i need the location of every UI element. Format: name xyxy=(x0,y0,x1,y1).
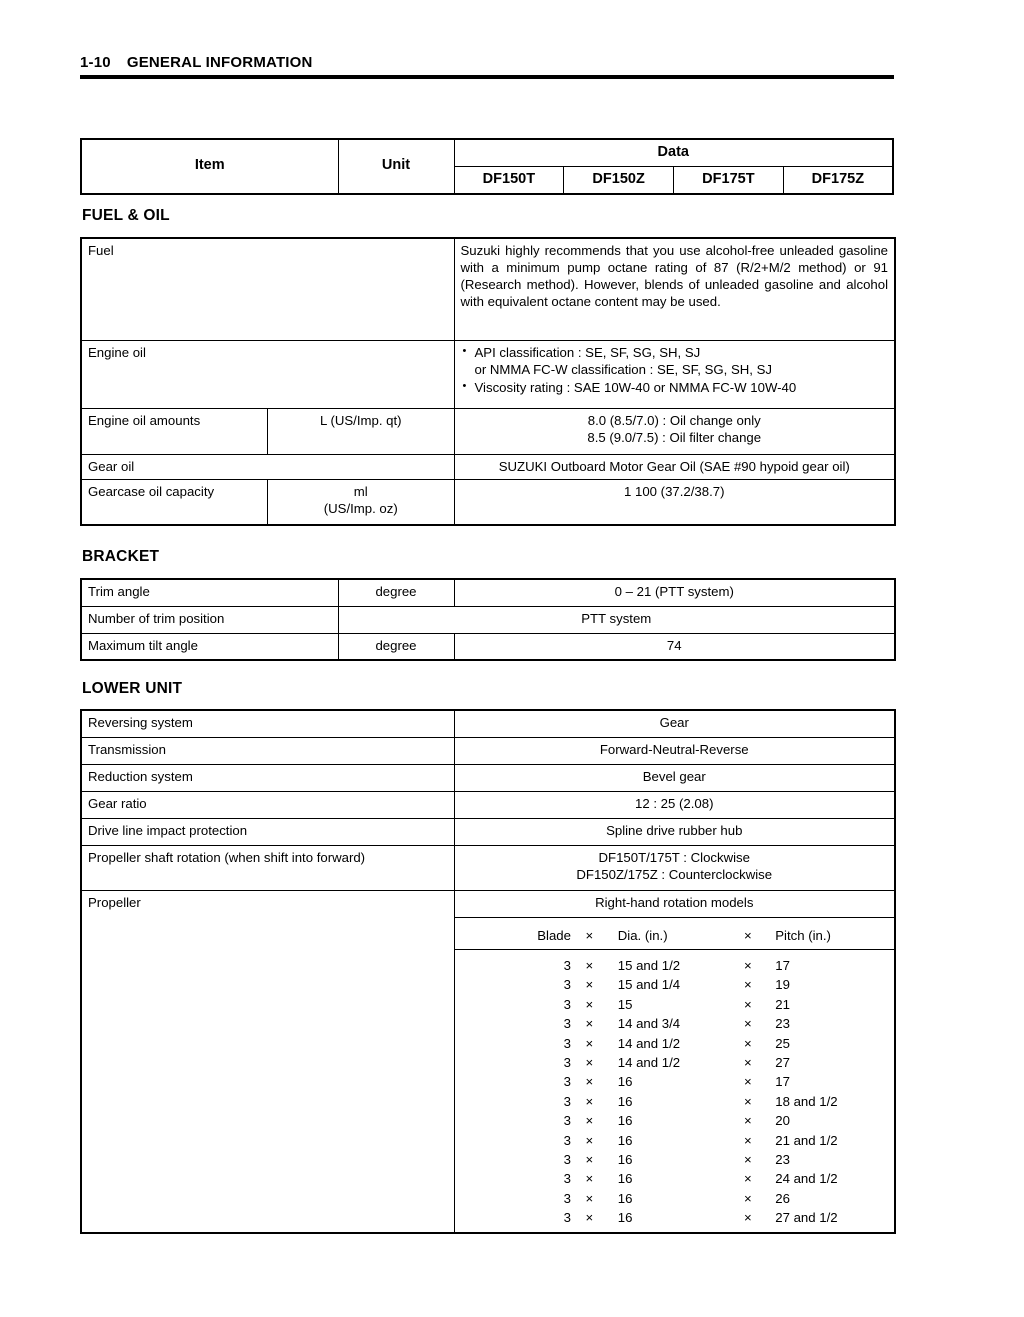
propeller-spec-mult1-icon: × xyxy=(585,996,594,1012)
propeller-spec-row xyxy=(461,1014,889,1033)
row-unit-gearcase-oil-capacity xyxy=(268,479,455,525)
propeller-spec-mult1-icon: × xyxy=(585,1210,594,1226)
row-label-maximum-tilt-angle: Maximum tilt angle xyxy=(81,633,338,660)
propeller-spec-blade: 3 xyxy=(563,1210,571,1226)
propeller-spec-pitch: 18 and 1/2 xyxy=(775,1093,838,1109)
propeller-spec-mult1-icon: × xyxy=(585,1054,594,1070)
propeller-spec-row xyxy=(461,975,889,994)
table-row-gearcase-oil-capacity xyxy=(81,479,895,525)
propeller-spec-dia: 16 xyxy=(617,1210,633,1226)
row-label-engine-oil-amounts: Engine oil amounts xyxy=(81,408,268,454)
propeller-spec-mult2-icon: × xyxy=(744,1171,752,1187)
row-label-fuel: Fuel xyxy=(81,238,454,340)
propeller-spec-blade: 3 xyxy=(563,977,571,993)
propeller-spec-row xyxy=(461,1189,889,1208)
propeller-spec-mult2-icon: × xyxy=(744,977,752,993)
page-header xyxy=(80,54,894,79)
table-row xyxy=(461,921,889,945)
propeller-spec-blade: 3 xyxy=(563,996,571,1012)
propeller-spec-row xyxy=(461,1034,889,1053)
engine-oil-api-continuation: or NMMA FC-W classification : SE, SF, SG, SH, SJ xyxy=(474,362,773,378)
propeller-spec-pitch: 17 xyxy=(775,1074,790,1090)
propeller-spec-row xyxy=(461,1111,889,1130)
column-header-unit: Unit xyxy=(338,139,454,194)
row-value-number-of-trim-position: PTT system xyxy=(338,606,895,633)
propeller-spec-blade: 3 xyxy=(563,1054,571,1070)
row-label-gear-oil: Gear oil xyxy=(81,454,454,479)
section-heading-lower-unit: LOWER UNIT xyxy=(82,680,183,697)
propeller-spec-row xyxy=(461,1053,889,1072)
row-label-propeller: Propeller xyxy=(81,890,454,1233)
engine-oil-bullet-viscosity: • Viscosity rating : SAE 10W-40 or NMMA FC-W 10W-40 xyxy=(461,379,889,397)
propeller-spec-dia: 14 and 3/4 xyxy=(617,1016,681,1032)
row-value-engine-oil xyxy=(454,340,895,408)
table-row-propeller-shaft-rotation xyxy=(81,845,895,890)
propeller-spec-pitch: 21 xyxy=(775,996,790,1012)
propeller-spec-dia: 15 xyxy=(617,996,633,1012)
propeller-spec-pitch: 24 and 1/2 xyxy=(775,1171,838,1187)
propeller-spec-mult2-icon: × xyxy=(744,1035,752,1051)
propeller-spec-dia: 16 xyxy=(617,1093,633,1109)
row-unit-engine-oil-amounts: L (US/Imp. qt) xyxy=(268,408,455,454)
row-value-reversing-system: Gear xyxy=(454,710,895,737)
propeller-col-mult1-icon: × xyxy=(585,927,594,943)
table-row-fuel xyxy=(81,238,895,340)
propeller-spec-blade: 3 xyxy=(563,1190,571,1206)
propeller-spec-mult1-icon: × xyxy=(585,1093,594,1109)
section-heading-fuel-oil: FUEL & OIL xyxy=(82,207,170,224)
table-row-drive-line-impact-protection xyxy=(81,818,895,845)
page-number: 1-10 xyxy=(80,54,111,71)
propeller-spec-mult1-icon: × xyxy=(585,1171,594,1187)
row-label-propeller-shaft-rotation: Propeller shaft rotation (when shift into forward) xyxy=(81,845,454,890)
row-value-gear-oil: SUZUKI Outboard Motor Gear Oil (SAE #90 hypoid gear oil) xyxy=(454,454,895,479)
propeller-spec-row xyxy=(461,1150,889,1169)
propeller-spec-mult1-icon: × xyxy=(585,1151,594,1167)
propeller-spec-mult2-icon: × xyxy=(744,1113,752,1129)
header-rule xyxy=(80,75,894,79)
propeller-spec-mult1-icon: × xyxy=(585,1113,594,1129)
row-value-gear-ratio: 12 : 25 (2.08) xyxy=(454,791,895,818)
table-row-gear-oil xyxy=(81,454,895,479)
bracket-table xyxy=(80,578,896,661)
engine-oil-api-line: API classification : SE, SF, SG, SH, SJ xyxy=(474,344,701,360)
propeller-spec-mult2-icon: × xyxy=(744,1132,752,1148)
row-value-fuel: Suzuki highly recommends that you use alcohol-free unleaded gasoline with a minimum pump octane rating of 87 (R/2+M/2 method) or 91 (Research method). However, blends of unleaded gasoline and alcohol with equivalent octane content may be used. xyxy=(454,238,895,340)
propeller-col-blade: Blade xyxy=(537,927,571,943)
column-header-model-df175z: DF175Z xyxy=(783,166,893,193)
propeller-spec-pitch: 26 xyxy=(775,1190,790,1206)
propeller-col-mult2-icon: × xyxy=(744,927,752,943)
table-row-gear-ratio xyxy=(81,791,895,818)
row-label-number-of-trim-position: Number of trim position xyxy=(81,606,338,633)
engine-oil-bullet-api xyxy=(461,344,889,380)
row-value-drive-line-impact-protection: Spline drive rubber hub xyxy=(454,818,895,845)
propeller-spec-blade: 3 xyxy=(563,1171,571,1187)
row-value-reduction-system: Bevel gear xyxy=(454,764,895,791)
propeller-spec-pitch: 27 xyxy=(775,1054,790,1070)
propeller-spec-mult2-icon: × xyxy=(744,1210,752,1226)
propeller-spec-dia: 16 xyxy=(617,1190,633,1206)
propeller-spec-blade: 3 xyxy=(563,1074,571,1090)
lower-unit-table xyxy=(80,709,896,1234)
row-label-reversing-system: Reversing system xyxy=(81,710,454,737)
propeller-rotation-counterclockwise: DF150Z/175Z : Counterclockwise xyxy=(576,866,773,882)
propeller-col-dia: Dia. (in.) xyxy=(617,927,668,943)
propeller-spec-pitch: 27 and 1/2 xyxy=(775,1210,838,1226)
row-value-engine-oil-amounts xyxy=(454,408,895,454)
propeller-spec-dia: 15 and 1/4 xyxy=(617,977,681,993)
row-value-trim-angle: 0 – 21 (PTT system) xyxy=(454,579,895,606)
table-row-propeller xyxy=(81,890,895,917)
row-label-reduction-system: Reduction system xyxy=(81,764,454,791)
propeller-spec-row xyxy=(461,1169,889,1188)
propeller-spec-mult1-icon: × xyxy=(585,1132,594,1148)
propeller-spec-mult1-icon: × xyxy=(585,1190,594,1206)
column-header-data: Data xyxy=(454,139,893,166)
propeller-spec-mult2-icon: × xyxy=(744,1016,752,1032)
propeller-spec-pitch: 20 xyxy=(775,1113,790,1129)
propeller-spec-dia: 16 xyxy=(617,1074,633,1090)
propeller-spec-pitch: 23 xyxy=(775,1016,790,1032)
propeller-spec-list-cell xyxy=(454,949,895,1232)
row-label-drive-line-impact-protection: Drive line impact protection xyxy=(81,818,454,845)
propeller-column-header-table xyxy=(461,921,889,945)
propeller-spec-row xyxy=(461,1092,889,1111)
propeller-spec-mult2-icon: × xyxy=(744,1190,752,1206)
propeller-spec-blade: 3 xyxy=(563,1151,571,1167)
propeller-spec-dia: 16 xyxy=(617,1171,633,1187)
row-unit-maximum-tilt-angle: degree xyxy=(338,633,454,660)
header-line xyxy=(80,54,894,71)
table-row-number-of-trim-position xyxy=(81,606,895,633)
propeller-col-pitch: Pitch (in.) xyxy=(775,927,831,943)
gearcase-unit-oz: (US/Imp. oz) xyxy=(323,500,398,516)
propeller-spec-dia: 16 xyxy=(617,1151,633,1167)
table-row-transmission xyxy=(81,737,895,764)
column-header-model-df150t: DF150T xyxy=(454,166,564,193)
propeller-spec-row xyxy=(461,1208,889,1227)
row-unit-trim-angle: degree xyxy=(338,579,454,606)
engine-oil-bullet-list xyxy=(461,344,889,398)
propeller-spec-mult2-icon: × xyxy=(744,1074,752,1090)
propeller-spec-pitch: 23 xyxy=(775,1151,790,1167)
row-label-gearcase-oil-capacity: Gearcase oil capacity xyxy=(81,479,268,525)
column-header-model-df150z: DF150Z xyxy=(564,166,674,193)
row-label-trim-angle: Trim angle xyxy=(81,579,338,606)
propeller-spec-blade: 3 xyxy=(563,1035,571,1051)
spec-column-header-table xyxy=(80,138,894,195)
propeller-spec-pitch: 19 xyxy=(775,977,790,993)
row-label-transmission: Transmission xyxy=(81,737,454,764)
engine-oil-amount-change-only: 8.0 (8.5/7.0) : Oil change only xyxy=(587,412,761,428)
row-value-maximum-tilt-angle: 74 xyxy=(454,633,895,660)
table-row xyxy=(81,139,893,166)
propeller-spec-blade: 3 xyxy=(563,1016,571,1032)
propeller-spec-mult2-icon: × xyxy=(744,1054,752,1070)
column-header-item: Item xyxy=(81,139,338,194)
propeller-spec-dia: 16 xyxy=(617,1113,633,1129)
propeller-spec-mult2-icon: × xyxy=(744,996,752,1012)
row-value-gearcase-oil-capacity: 1 100 (37.2/38.7) xyxy=(454,479,895,525)
propeller-spec-mult2-icon: × xyxy=(744,957,752,973)
propeller-spec-row xyxy=(461,995,889,1014)
propeller-spec-mult1-icon: × xyxy=(585,1035,594,1051)
propeller-spec-mult1-icon: × xyxy=(585,1074,594,1090)
propeller-spec-mult1-icon: × xyxy=(585,977,594,993)
propeller-spec-blade: 3 xyxy=(563,957,571,973)
propeller-spec-row xyxy=(461,1131,889,1150)
propeller-spec-mult2-icon: × xyxy=(744,1151,752,1167)
engine-oil-amount-filter-change: 8.5 (9.0/7.5) : Oil filter change xyxy=(587,429,762,445)
propeller-spec-pitch: 21 and 1/2 xyxy=(775,1132,838,1148)
propeller-spec-blade: 3 xyxy=(563,1113,571,1129)
propeller-spec-dia: 14 and 1/2 xyxy=(617,1035,681,1051)
fuel-oil-table xyxy=(80,237,896,526)
row-value-propeller-shaft-rotation xyxy=(454,845,895,890)
propeller-spec-pitch: 25 xyxy=(775,1035,790,1051)
column-header-model-df175t: DF175T xyxy=(674,166,784,193)
row-value-transmission: Forward-Neutral-Reverse xyxy=(454,737,895,764)
propeller-spec-pitch: 17 xyxy=(775,957,790,973)
propeller-spec-dia: 15 and 1/2 xyxy=(617,957,681,973)
table-row-reduction-system xyxy=(81,764,895,791)
table-row-maximum-tilt-angle xyxy=(81,633,895,660)
propeller-rotation-clockwise: DF150T/175T : Clockwise xyxy=(598,849,750,865)
propeller-spec-mult1-icon: × xyxy=(585,1016,594,1032)
table-row-engine-oil xyxy=(81,340,895,408)
section-heading-bracket: BRACKET xyxy=(82,548,160,565)
propeller-spec-mult1-icon: × xyxy=(585,957,594,973)
table-row-reversing-system xyxy=(81,710,895,737)
propeller-spec-dia: 14 and 1/2 xyxy=(617,1054,681,1070)
propeller-spec-mult2-icon: × xyxy=(744,1093,752,1109)
table-row-trim-angle xyxy=(81,579,895,606)
propeller-spec-blade: 3 xyxy=(563,1093,571,1109)
row-label-engine-oil: Engine oil xyxy=(81,340,454,408)
gearcase-unit-ml: ml xyxy=(353,483,368,499)
table-row-engine-oil-amounts xyxy=(81,408,895,454)
propeller-spec-blade: 3 xyxy=(563,1132,571,1148)
propeller-spec-row xyxy=(461,1072,889,1091)
propeller-spec-dia: 16 xyxy=(617,1132,633,1148)
propeller-spec-row xyxy=(461,956,889,975)
propeller-data-title: Right-hand rotation models xyxy=(454,890,895,917)
row-label-gear-ratio: Gear ratio xyxy=(81,791,454,818)
page-title: GENERAL INFORMATION xyxy=(126,54,313,71)
propeller-column-header-cell xyxy=(454,917,895,949)
propeller-spec-table xyxy=(461,956,889,1228)
